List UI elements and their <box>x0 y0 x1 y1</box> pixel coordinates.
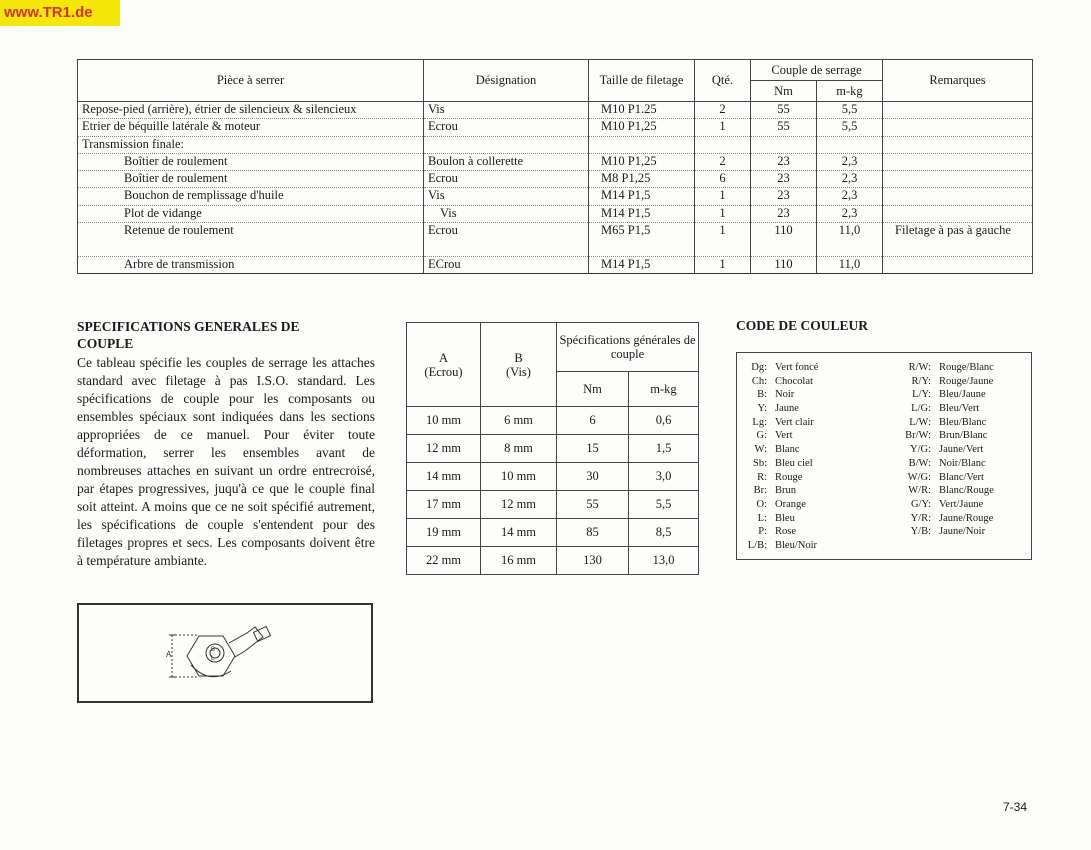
color-code-right <box>901 361 994 539</box>
gen-cell-mkg: 0,6 <box>629 407 699 435</box>
cell-taille: M10 P1,25 <box>589 119 695 136</box>
header-a-label: A <box>438 350 449 365</box>
color-code-key: W/G: <box>907 471 931 483</box>
diagram-label-l: L <box>211 656 215 662</box>
gen-cell-a: 14 mm <box>407 463 481 491</box>
color-code-value: Noir/Blanc <box>939 457 986 469</box>
cell-designation: Ecrou <box>424 119 589 136</box>
color-code-entry <box>901 375 994 389</box>
color-code-key: B/W: <box>908 457 931 469</box>
gen-cell-b: 10 mm <box>481 463 557 491</box>
header-a <box>407 323 481 407</box>
table-row <box>78 223 1033 257</box>
cell-nm: 110 <box>751 256 817 273</box>
header-mkg: m-kg <box>817 81 883 102</box>
cell-designation: Ecrou <box>424 171 589 188</box>
color-code-value: Jaune/Noir <box>939 526 986 538</box>
cell-taille: M14 P1,5 <box>589 205 695 222</box>
color-code-key: G/Y: <box>910 498 931 510</box>
cell-mkg: 2,3 <box>817 205 883 222</box>
cell-nm: 23 <box>751 205 817 222</box>
header-b-sub: (Vis) <box>506 364 531 379</box>
cell-nm: 55 <box>751 119 817 136</box>
color-code-key: Y/G: <box>910 444 931 456</box>
general-spec-table <box>406 322 699 575</box>
color-code-entry <box>901 471 994 485</box>
cell-qte: 2 <box>695 102 751 119</box>
gen-cell-mkg: 5,5 <box>629 491 699 519</box>
header-b-label: B <box>514 350 523 365</box>
cell-piece: Bouchon de remplissage d'huile <box>78 188 424 205</box>
gen-cell-nm: 130 <box>557 547 629 575</box>
wrench-jaw <box>229 627 263 657</box>
cell-qte: 1 <box>695 188 751 205</box>
color-code-key: Br: <box>753 485 767 497</box>
cell-remarques <box>883 119 1033 136</box>
cell-designation: Ecrou <box>424 223 589 257</box>
color-code-entry <box>745 525 818 539</box>
torque-table-body <box>78 102 1033 274</box>
gen-cell-mkg: 3,0 <box>629 463 699 491</box>
cell-taille <box>589 136 695 153</box>
gen-cell-mkg: 1,5 <box>629 435 699 463</box>
cell-designation: Vis <box>424 188 589 205</box>
table-row <box>78 256 1033 273</box>
cell-qte: 2 <box>695 153 751 170</box>
table-row <box>407 547 699 575</box>
gen-cell-b: 14 mm <box>481 519 557 547</box>
color-code-value: Vert clair <box>775 416 814 428</box>
color-code-key: L/G: <box>911 403 931 415</box>
color-code-key: Y/R: <box>910 512 931 524</box>
nut-bolt-diagram <box>77 603 373 703</box>
gen-cell-a: 17 mm <box>407 491 481 519</box>
color-code-entry <box>745 498 818 512</box>
color-code-title: CODE DE COULEUR <box>736 318 869 333</box>
color-code-key: L: <box>757 512 767 524</box>
gen-cell-mkg: 8,5 <box>629 519 699 547</box>
color-code-value: Jaune/Rouge <box>939 512 994 524</box>
gen-cell-a: 22 mm <box>407 547 481 575</box>
color-code-value: Bleu/Noir <box>775 539 817 551</box>
color-code-entry <box>745 484 818 498</box>
color-code-entry <box>901 443 994 457</box>
color-code-entry <box>745 361 818 375</box>
color-code-value: Rouge/Blanc <box>939 362 994 373</box>
color-code-entry <box>745 539 818 553</box>
color-code-key: R/W: <box>908 362 931 373</box>
table-row <box>78 102 1033 119</box>
color-code-entry <box>901 429 994 443</box>
cell-piece: Retenue de roulement <box>78 223 424 257</box>
gen-cell-a: 10 mm <box>407 407 481 435</box>
header-qte: Qté. <box>695 60 751 102</box>
color-code-value: Noir <box>775 389 795 401</box>
cell-mkg: 2,3 <box>817 171 883 188</box>
table-row <box>78 153 1033 170</box>
color-code-key: Y/B: <box>910 526 931 538</box>
color-code-value: Bleu <box>775 512 795 524</box>
cell-nm: 23 <box>751 153 817 170</box>
color-code-key: Dg: <box>751 362 767 373</box>
cell-piece: Transmission finale: <box>78 136 424 153</box>
diagram-label-a: A <box>166 650 172 659</box>
color-code-left <box>745 361 818 553</box>
color-code-value: Orange <box>775 498 806 510</box>
color-code-key: O: <box>756 498 767 510</box>
color-code-entry <box>901 457 994 471</box>
color-code-key: Lg: <box>752 416 767 428</box>
cell-designation: ECrou <box>424 256 589 273</box>
header-taille: Taille de filetage <box>589 60 695 102</box>
color-code-entry <box>901 498 994 512</box>
color-code-entry <box>745 512 818 526</box>
color-code-value: Blanc/Rouge <box>939 485 994 497</box>
cell-designation <box>424 136 589 153</box>
cell-nm: 23 <box>751 188 817 205</box>
general-spec-title: SPECIFICATIONS GENERALES DE COUPLE <box>77 319 300 351</box>
header-b <box>481 323 557 407</box>
color-code-key: R/Y: <box>911 375 931 387</box>
torque-table <box>77 59 1033 274</box>
cell-piece: Boîtier de roulement <box>78 171 424 188</box>
cell-remarques <box>883 188 1033 205</box>
color-code-value: Bleu/Vert <box>939 403 980 415</box>
watermark: www.TR1.de <box>0 0 120 26</box>
cell-mkg: 2,3 <box>817 153 883 170</box>
color-code-value: Vert <box>775 430 793 442</box>
color-code-entry <box>901 361 994 375</box>
color-code-value: Bleu ciel <box>775 457 813 469</box>
color-code-value: Brun <box>775 485 796 497</box>
color-code-key: W: <box>754 444 767 456</box>
cell-mkg: 11,0 <box>817 256 883 273</box>
color-code-entry <box>745 471 818 485</box>
color-code-value: Blanc <box>775 444 800 456</box>
table-row <box>407 491 699 519</box>
cell-mkg: 11,0 <box>817 223 883 257</box>
color-code-value: Vert foncé <box>775 362 819 373</box>
color-code-entry <box>745 416 818 430</box>
color-code-key: L/W: <box>909 416 931 428</box>
color-code-key: Y: <box>757 403 767 415</box>
color-code-value: Brun/Blanc <box>939 430 988 442</box>
cell-designation: Vis <box>424 102 589 119</box>
color-code-key: L/B: <box>747 539 767 551</box>
color-code-value: Rose <box>775 526 796 538</box>
gen-cell-mkg: 13,0 <box>629 547 699 575</box>
color-code-value: Bleu/Blanc <box>939 416 987 428</box>
cell-piece: Repose-pied (arrière), étrier de silencieux & silencieux <box>78 102 424 119</box>
color-code-entry <box>901 525 994 539</box>
color-code-entry <box>901 388 994 402</box>
wrench-illustration <box>79 605 371 701</box>
color-code-value: Blanc/Vert <box>939 471 984 483</box>
color-code-value: Rouge/Jaune <box>939 375 994 387</box>
cell-nm: 55 <box>751 102 817 119</box>
header-couple: Couple de serrage <box>751 60 883 81</box>
cell-designation: Vis <box>424 205 589 222</box>
cell-piece: Plot de vidange <box>78 205 424 222</box>
cell-remarques: Filetage à pas à gauche <box>883 223 1033 257</box>
color-code-entry <box>901 402 994 416</box>
gen-cell-a: 19 mm <box>407 519 481 547</box>
cell-remarques <box>883 136 1033 153</box>
color-code-entry <box>745 388 818 402</box>
cell-remarques <box>883 153 1033 170</box>
color-code-value: Vert/Jaune <box>939 498 984 510</box>
cell-remarques <box>883 171 1033 188</box>
cell-qte: 1 <box>695 256 751 273</box>
color-code-entry <box>901 416 994 430</box>
gen-cell-nm: 15 <box>557 435 629 463</box>
color-code-value: Chocolat <box>775 375 813 387</box>
general-spec-body <box>407 407 699 575</box>
gen-cell-b: 16 mm <box>481 547 557 575</box>
cell-mkg: 5,5 <box>817 119 883 136</box>
gen-cell-nm: 6 <box>557 407 629 435</box>
cell-piece: Boîtier de roulement <box>78 153 424 170</box>
gen-cell-b: 8 mm <box>481 435 557 463</box>
header-a-sub: (Ecrou) <box>424 364 463 379</box>
gen-cell-nm: 55 <box>557 491 629 519</box>
color-code-key: Sb: <box>752 457 767 469</box>
cell-remarques <box>883 102 1033 119</box>
table-row <box>407 463 699 491</box>
color-code-entry <box>745 443 818 457</box>
cell-qte <box>695 136 751 153</box>
cell-mkg: 2,3 <box>817 188 883 205</box>
cell-qte: 1 <box>695 119 751 136</box>
cell-qte: 1 <box>695 205 751 222</box>
general-spec-text: Ce tableau spécifie les couples de serrage les attaches standard avec filetage à pas I.S.O. standard. Les spécifications de couple pour les composants ou ensembles spéciaux sont indiquées dans les sections appropriées de ce manuel. Pour éviter toute déformation, serrer les ensembles avant de nombreuses attaches en suivant un ordre entrecroisé, par étapes progressives, juqu'à ce que le couple final soit atteint. A moins que ce ne soit spécifié autrement, les spécifications de couple s'entendent pour des filetages propres et secs. Les composants doivent être à température ambiante. <box>77 355 375 568</box>
cell-taille: M8 P1,25 <box>589 171 695 188</box>
color-code-entry <box>745 375 818 389</box>
color-code-key: Ch: <box>751 375 767 387</box>
cell-qte: 1 <box>695 223 751 257</box>
header-piece: Pièce à serrer <box>78 60 424 102</box>
gen-cell-b: 6 mm <box>481 407 557 435</box>
color-code-key: W/R: <box>908 485 931 497</box>
color-code-key: R: <box>757 471 767 483</box>
header-gen-mkg: m-kg <box>629 372 699 407</box>
cell-taille: M10 P1,25 <box>589 153 695 170</box>
color-code-entry <box>745 402 818 416</box>
color-code-entry <box>901 484 994 498</box>
cell-remarques <box>883 256 1033 273</box>
cell-mkg <box>817 136 883 153</box>
color-code-value: Jaune <box>775 403 799 415</box>
color-code-entry <box>901 512 994 526</box>
color-code-value: Bleu/Jaune <box>939 389 986 401</box>
table-row <box>78 171 1033 188</box>
cell-designation: Boulon à collerette <box>424 153 589 170</box>
cell-remarques <box>883 205 1033 222</box>
cell-taille: M65 P1,5 <box>589 223 695 257</box>
table-row <box>407 519 699 547</box>
cell-mkg: 5,5 <box>817 102 883 119</box>
color-code-key: B: <box>757 389 767 401</box>
table-row <box>78 205 1033 222</box>
table-row <box>407 407 699 435</box>
page-number: 7-34 <box>1003 800 1028 814</box>
cell-piece: Etrier de béquille latérale & moteur <box>78 119 424 136</box>
header-gen-nm: Nm <box>557 372 629 407</box>
wrench-lower-jaw <box>191 665 231 677</box>
table-row <box>78 119 1033 136</box>
cell-taille: M14 P1,5 <box>589 188 695 205</box>
color-code-entry <box>745 429 818 443</box>
table-row <box>407 435 699 463</box>
table-row <box>78 136 1033 153</box>
gen-cell-a: 12 mm <box>407 435 481 463</box>
cell-taille: M10 P1.25 <box>589 102 695 119</box>
gen-cell-b: 12 mm <box>481 491 557 519</box>
header-spec: Spécifications générales de couple <box>557 323 699 372</box>
color-code-key: Br/W: <box>905 430 931 442</box>
header-nm: Nm <box>751 81 817 102</box>
header-designation: Désignation <box>424 60 589 102</box>
color-code-key: P: <box>758 526 767 538</box>
cell-piece: Arbre de transmission <box>78 256 424 273</box>
cell-taille: M14 P1,5 <box>589 256 695 273</box>
cell-qte: 6 <box>695 171 751 188</box>
gen-cell-nm: 30 <box>557 463 629 491</box>
cell-nm: 23 <box>751 171 817 188</box>
color-code-entry <box>745 457 818 471</box>
cell-nm: 110 <box>751 223 817 257</box>
header-remarques: Remarques <box>883 60 1033 102</box>
color-code-value: Rouge <box>775 471 803 483</box>
table-row <box>78 188 1033 205</box>
color-code-key: G: <box>756 430 767 442</box>
diagram-label-b: B <box>211 647 216 653</box>
color-code-value: Jaune/Vert <box>939 444 984 456</box>
cell-nm <box>751 136 817 153</box>
gen-cell-nm: 85 <box>557 519 629 547</box>
color-code-key: L/Y: <box>912 389 931 401</box>
color-code-box <box>736 352 1032 560</box>
